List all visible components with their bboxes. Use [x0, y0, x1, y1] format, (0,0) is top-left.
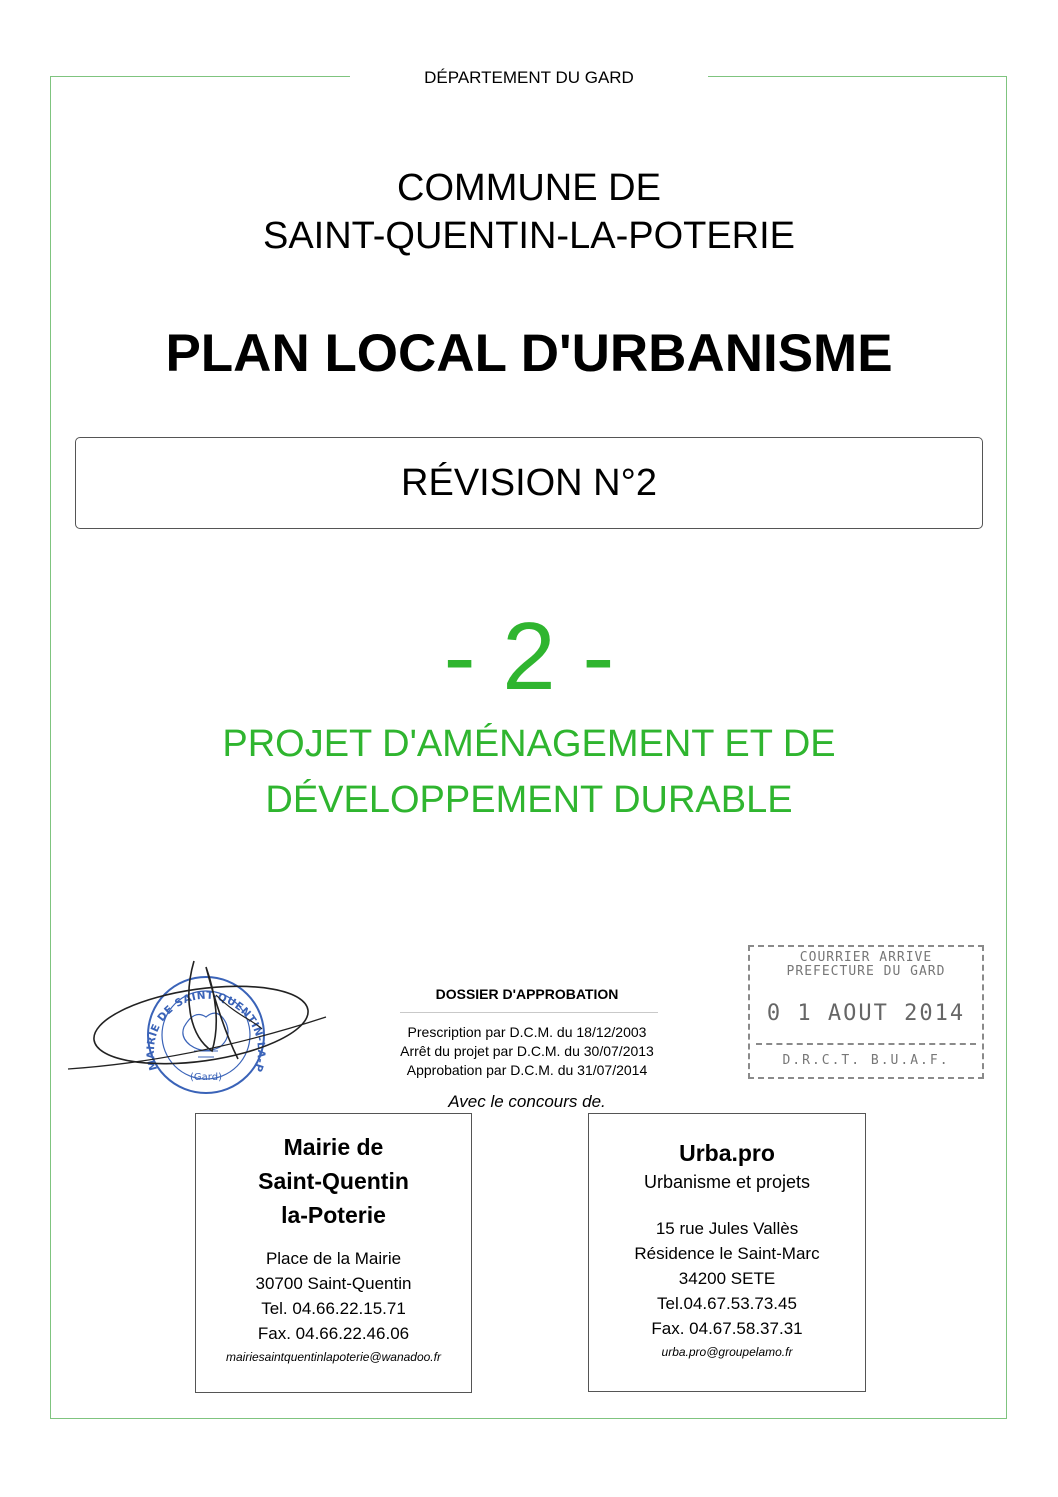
- urba-city-line: 34200 SETE: [678, 1269, 776, 1288]
- dossier-divider: [400, 1012, 658, 1013]
- urba-tel: Tel.04.67.53.73.45: [657, 1294, 797, 1313]
- dossier-line-prescription: Prescription par D.C.M. du 18/12/2003: [407, 1024, 647, 1040]
- svg-text:MAIRIE DE SAINT-QUENTIN-LA-POT: MAIRIE DE SAINT-QUENTIN-LA-P: [144, 989, 268, 1074]
- mairie-address-line: Place de la Mairie: [265, 1249, 402, 1268]
- partner-box-urba: [588, 1113, 866, 1392]
- mairie-fax: Fax. 04.66.22.46.06: [257, 1324, 410, 1343]
- urba-name: Urba.pro: [679, 1140, 775, 1166]
- stamp-footer: D.R.C.T. B.U.A.F.: [782, 1053, 950, 1068]
- mairie-seal: [66, 955, 336, 1095]
- seal-signature-icon: [66, 955, 336, 1095]
- mairie-name-line-2: Saint-Quentin: [258, 1168, 409, 1194]
- departement-label: DÉPARTEMENT DU GARD: [350, 66, 708, 90]
- urba-fax: Fax. 04.67.58.37.31: [651, 1319, 803, 1338]
- urba-email: urba.pro@groupelamo.fr: [661, 1345, 793, 1359]
- document-title: PLAN LOCAL D'URBANISME: [165, 324, 893, 383]
- stamp-divider: [756, 1043, 976, 1045]
- partner-box-mairie: [195, 1113, 472, 1393]
- stamp-date: 0 1 AOUT 2014: [766, 1001, 966, 1026]
- commune-line-1: COMMUNE DE: [397, 167, 661, 209]
- piece-title-line-1: PROJET D'AMÉNAGEMENT ET DE: [222, 723, 836, 765]
- piece-title-line-2: DÉVELOPPEMENT DURABLE: [265, 779, 793, 821]
- mairie-city-line: 30700 Saint-Quentin: [255, 1274, 412, 1293]
- urba-subtitle: Urbanisme et projets: [643, 1172, 811, 1192]
- stamp-line-2: PREFECTURE DU GARD: [786, 964, 946, 979]
- revision-label: RÉVISION N°2: [401, 461, 657, 504]
- dossier-line-arret: Arrêt du projet par D.C.M. du 30/07/2013: [400, 1043, 654, 1059]
- prefecture-reception-stamp: [748, 945, 984, 1079]
- svg-text:(Gard): (Gard): [190, 1072, 222, 1083]
- mairie-tel: Tel. 04.66.22.15.71: [261, 1299, 406, 1318]
- concours-label: Avec le concours de.: [448, 1092, 606, 1111]
- commune-line-2: SAINT-QUENTIN-LA-POTERIE: [262, 215, 796, 257]
- piece-number: - 2 -: [443, 603, 615, 710]
- dossier-label: DOSSIER D'APPROBATION: [435, 986, 619, 1002]
- urba-address-line-2: Résidence le Saint-Marc: [634, 1244, 820, 1263]
- mairie-email: mairiesaintquentinlapoterie@wanadoo.fr: [226, 1350, 441, 1364]
- mairie-name-line-1: Mairie de: [283, 1134, 384, 1160]
- stamp-line-1: COURRIER ARRIVE: [799, 950, 933, 965]
- mairie-name-line-3: la-Poterie: [281, 1202, 386, 1228]
- revision-box: [75, 437, 983, 529]
- urba-address-line-1: 15 rue Jules Vallès: [655, 1219, 799, 1238]
- dossier-line-approbation: Approbation par D.C.M. du 31/07/2014: [406, 1062, 648, 1078]
- dossier-procedure-lines: [377, 1023, 677, 1080]
